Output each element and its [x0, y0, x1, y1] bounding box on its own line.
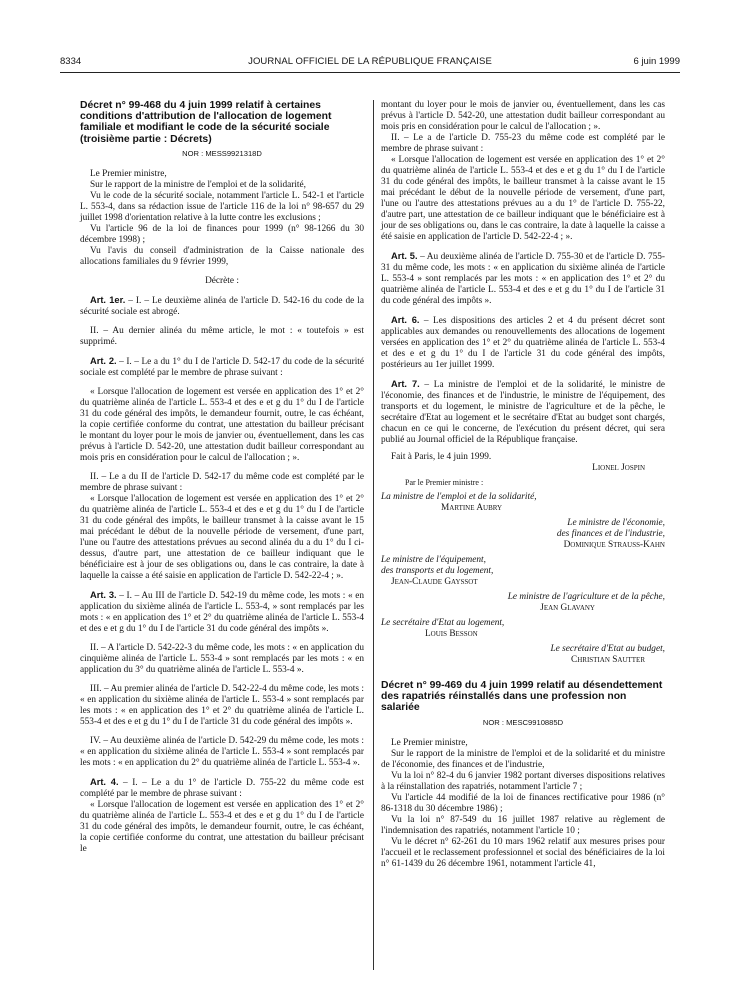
journal-title: JOURNAL OFFICIEL DE LA RÉPUBLIQUE FRANÇAISE — [248, 56, 492, 67]
signer-role: Le ministre de l'équipement, — [381, 555, 486, 565]
article-label: Art. 7. — [391, 379, 420, 389]
signer-name: Martine Aubry — [441, 503, 503, 513]
article-label: Art. 2. — [90, 355, 117, 366]
article-paragraph: Art. 1er. – I. – Le deuxième alinéa de l'article D. 542-16 du code de la sécurité sociale est abrogé. — [80, 294, 365, 317]
article-paragraph: « Lorsque l'allocation de logement est versée en application des 1° et 2° du quatrième alinéa de l'article L. 553-4 et des e et g du 1° du I de l'article 31 du code général des impôts, le demandeur fournit, outre, le cas échéant, la copie certifiée conforme du contrat, une attestation du bailleur précisant le montant du loyer pour le mois de janvier ou, éventuellement, dans les cas prévus à l'article D. 542-20, une attestation dudit bailleur correspondant au mois pris en considération pour le calcul de l'allocation ; ». — [80, 386, 364, 463]
header-rule — [60, 72, 680, 73]
signer-name: Christian Sautter — [571, 655, 645, 665]
preamble-line: Sur le rapport de la ministre de l'emploi et de la solidarité et du ministre de l'économie, des finances et de l'industrie, — [381, 748, 665, 770]
preamble-line: Vu l'avis du conseil d'administration de la Caisse nationale des allocations familiales du 9 février 1999, — [80, 245, 364, 267]
article-paragraph: III. – Au premier alinéa de l'article D. 542-22-4 du même code, les mots : « en application du sixième alinéa de l'article L. 553-4 » sont remplacés par les mots : « en application des 1° et 2° du quatrième alinéa de l'article L. 553-4 et des e et g du 1° du I de l'article 31 du code général des impôts ». — [80, 683, 364, 727]
article-paragraph: « Lorsque l'allocation de logement est versée en application des 1° et 2° du quatrième alinéa de l'article L. 553-4 et des e et g du 1° du I de l'article 31 du code général des impôts, le bailleur transmet à la caisse avant le 15 mai précédant le début de la nouvelle période de versement, d'une part, l'une ou l'autre des attestations prévues au a du 1° de l'article D. 755-22, d'autre part, une attestation de ce bailleur indiquant que le bénéficiaire est à jour de ses obligations ou, dans le cas contraire, la date à laquelle la caisse a été saisie en application de l'article D. 542-22-4 ; ». — [381, 155, 665, 242]
preamble-line: Vu l'article 96 de la loi de finances pour 1999 (n° 98-1266 du 30 décembre 1998) ; — [80, 223, 364, 245]
signer-name: Louis Besson — [425, 629, 478, 639]
signature-block — [381, 452, 665, 666]
article-paragraph: montant du loyer pour le mois de janvier ou, éventuellement, dans les cas prévus à l'article D. 542-20, une attestation dudit bailleur correspondant au mois pris en considération pour le calcul de l'allocation ; ». — [381, 100, 665, 132]
article-label: Art. 4. — [90, 776, 119, 787]
nor-reference: NOR : MESC9910885D — [482, 717, 564, 727]
article-label: Art. 6. — [391, 315, 420, 325]
signer-role: des finances et de l'industrie, — [556, 529, 665, 539]
preamble-line: Sur le rapport de la ministre de l'emploi et de la solidarité, — [90, 179, 306, 190]
article-paragraph: « Lorsque l'allocation de logement est versée en application des 1° et 2° du quatrième alinéa de l'article L. 553-4 et des e et g du 1° du I de l'article 31 du code général des impôts, le bailleur transmet à la caisse avant le 15 mai précédant le début de la nouvelle période de versement, d'une part, l'une ou l'autre des attestations prévues au second alinéa du a du 1° du I ci-dessus, d'autre part, une attestation de ce bailleur indiquant que le bénéficiaire est à jour de ses obligations ou, dans le cas contraire, la date à laquelle la caisse a été saisie en application de l'article D. 542-22-4 ; ». — [80, 493, 364, 581]
running-header — [60, 56, 680, 70]
left-column — [80, 100, 364, 855]
signer-role: Le ministre de l'agriculture et de la pêche, — [507, 592, 665, 602]
article-paragraph: Art. 2. – I. – Le a du 1° du I de l'article D. 542-17 du code de la sécurité sociale est complété par le membre de phrase suivant : — [80, 355, 364, 378]
issue-date: 6 juin 1999 — [633, 56, 680, 67]
signer-name: Lionel Jospin — [592, 463, 645, 473]
decree-title: Décret n° 99-468 du 4 juin 1999 relatif à certaines conditions d'attribution de l'allocation de logement familiale et modifiant le code de la sécurité sociale (troisième partie : Décrets) — [80, 100, 332, 145]
signer-role: Par le Premier ministre : — [405, 478, 484, 487]
signer-role: des transports et du logement, — [381, 566, 494, 576]
article-paragraph: Art. 6. – Les dispositions des articles 2 et 4 du présent décret sont applicables aux demandes ou renouvellements des allocations de logement versées en application des 1° et 2° du quatrième alinéa de l'article L. 553-4 et des e et g du 1° du I de l'article 31 du code général des impôts, postérieurs au 1er juillet 1999. — [381, 315, 665, 370]
signer-name: Dominique Strauss-Kahn — [563, 540, 665, 550]
article-paragraph: II. – Le a du II de l'article D. 542-17 du même code est complété par le membre de phrase suivant : — [80, 471, 364, 493]
article-paragraph: II. – Au dernier alinéa du même article, le mot : « toutefois » est supprimé. — [80, 325, 364, 347]
article-paragraph: Art. 3. – I. – Au III de l'article D. 542-19 du même code, les mots : « en application du sixième alinéa de l'article L. 553-4, » sont remplacés par les mots : « en application des 1° et 2° du quatrième alinéa de l'article L. 553-4 et des e et g du 1° du I de l'article 31 du code général des impôts ». — [80, 589, 364, 634]
article-paragraph: Art. 5. – Au deuxième alinéa de l'article D. 755-30 et de l'article D. 755-31 du même code, les mots : « en application du sixième alinéa de l'article L. 553-4 » sont remplacés par les mots : « en application des 1° et 2° du quatrième alinéa de l'article L. 553-4 et des e et g du 1° du I de l'article 31 du code général des impôts ». — [381, 251, 665, 306]
decree-title: Décret n° 99-469 du 4 juin 1999 relatif au désendettement des rapatriés réinstallés dans une profession non salariée — [381, 680, 663, 714]
signer-role: Le ministre de l'économie, — [567, 518, 665, 528]
decrete-line: Décrète : — [205, 275, 239, 286]
preamble-line: Vu le code de la sécurité sociale, notamment l'article L. 542-1 et l'article L. 553-4, dans sa rédaction issue de l'article 116 de la loi n° 98-657 du 29 juillet 1998 d'orientation relative à la lutte contre les exclusions ; — [80, 190, 364, 223]
preamble-line: Le Premier ministre, — [90, 168, 167, 179]
article-paragraph: Art. 7. – La ministre de l'emploi et de la solidarité, le ministre de l'économie, des finances et de l'industrie, le ministre de l'équipement, des transports et du logement, le ministre de l'agriculture et de la pêche, le secrétaire d'Etat au logement et le secrétaire d'Etat au budget sont chargés, chacun en ce qui le concerne, de l'exécution du présent décret, qui sera publié au Journal officiel de la République française. — [381, 379, 665, 445]
article-label: Art. 3. — [90, 589, 117, 600]
preamble-line: Vu la loi n° 87-549 du 16 juillet 1987 relative au règlement de l'indemnisation des rapatriés, notamment l'article 10 ; — [381, 814, 665, 836]
page-number: 8334 — [60, 56, 82, 67]
signer-role: Le secrétaire d'Etat au logement, — [381, 618, 505, 628]
preamble-line: Vu l'article 44 modifié de la loi de finances rectificative pour 1986 (n° 86-1318 du 30 décembre 1986) ; — [381, 792, 665, 814]
article-paragraph: II. – Le a de l'article D. 755-23 du même code est complété par le membre de phrase suivant : — [381, 133, 665, 154]
column-divider — [373, 100, 374, 970]
preamble-line: Vu la loi n° 82-4 du 6 janvier 1982 portant diverses dispositions relatives à la réinstallation des rapatriés, notamment l'article 7 ; — [381, 770, 665, 792]
nor-reference: NOR : MESS9921318D — [182, 148, 262, 158]
signer-role: La ministre de l'emploi et de la solidarité, — [381, 492, 537, 502]
done-at: Fait à Paris, le 4 juin 1999. — [391, 452, 492, 462]
right-column — [381, 100, 665, 870]
signer-name: Jean-Claude Gayssot — [391, 577, 478, 587]
article-label: Art. 1er. — [90, 294, 126, 305]
article-paragraph: Art. 4. – I. – Le a du 1° de l'article D. 755-22 du même code est complété par le membre de phrase suivant : — [80, 776, 364, 799]
signer-name: Jean Glavany — [540, 603, 595, 613]
preamble-line: Le Premier ministre, — [391, 737, 468, 748]
article-paragraph: II. – A l'article D. 542-22-3 du même code, les mots : « en application du cinquième alinéa de l'article L. 553-4 » sont remplacés par les mots : « en application du 3° du quatrième alinéa de l'article L. 553-4 ». — [80, 642, 364, 675]
article-paragraph: « Lorsque l'allocation de logement est versée en application des 1° et 2° du quatrième alinéa de l'article L. 553-4 et des e et g du 1° du I de l'article 31 du code général des impôts, le demandeur fournit, outre, le cas échéant, la copie certifiée conforme du contrat, une attestation du bailleur précisant le — [80, 799, 364, 854]
article-label: Art. 5. — [391, 251, 418, 261]
preamble-line: Vu le décret n° 62-261 du 10 mars 1962 relatif aux mesures prises pour l'accueil et le reclassement professionnel et social des bénéficiaires de la loi n° 61-1439 du 26 décembre 1961, notamment l'article 41, — [381, 836, 665, 869]
signer-role: Le secrétaire d'Etat au budget, — [550, 644, 665, 654]
article-paragraph: IV. – Au deuxième alinéa de l'article D. 542-29 du même code, les mots : « en application du sixième alinéa de l'article L. 553-4 » sont remplacés par les mots : « en application du 2° du quatrième alinéa de l'article L. 553-4 ». — [80, 735, 364, 768]
